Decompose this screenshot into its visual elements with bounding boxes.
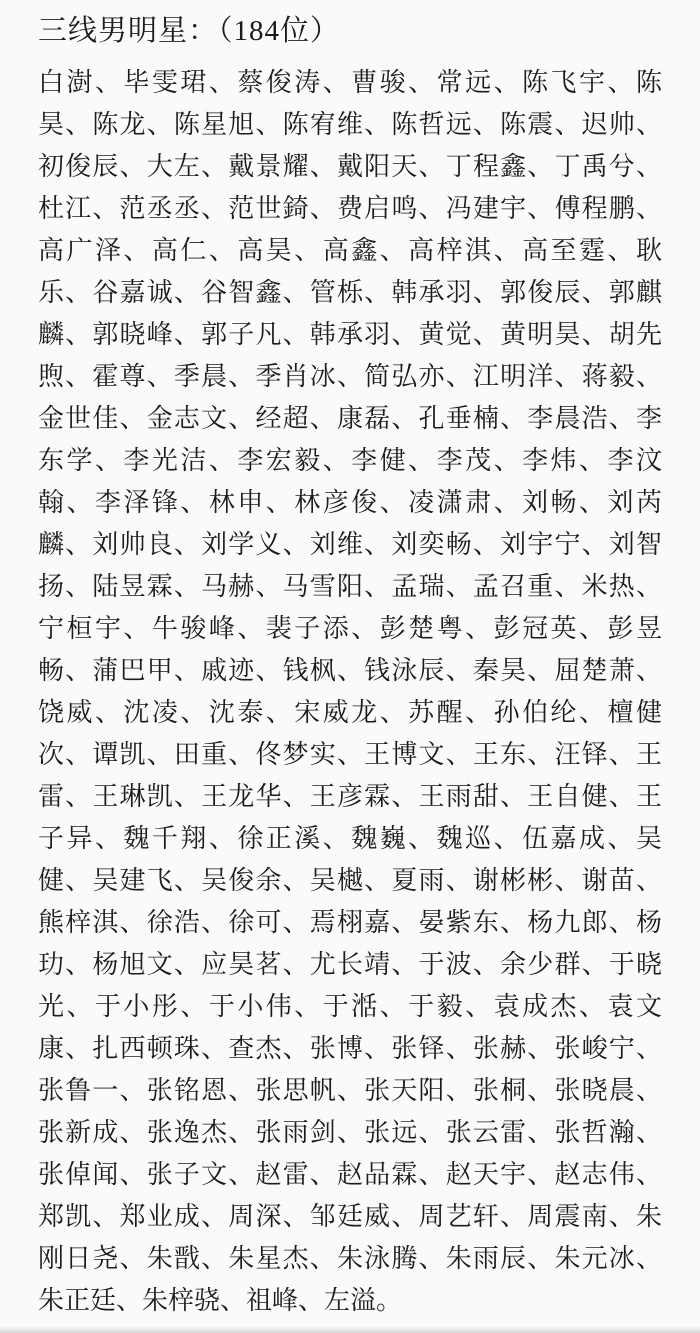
text-line: 乐、谷嘉诚、谷智鑫、管栎、韩承羽、郭俊辰、郭麒: [38, 278, 662, 307]
text-line: 煦、霍尊、季晨、季肖冰、简弘亦、江明洋、蒋毅、: [38, 362, 662, 391]
text-line: 翰、李泽锋、林申、林彦俊、凌潇肃、刘畅、刘芮: [38, 488, 662, 517]
text-line: 昊、陈龙、陈星旭、陈宥维、陈哲远、陈震、迟帅、: [38, 110, 662, 139]
name-list: [38, 62, 662, 1322]
text-line: 高广泽、高仁、高昊、高鑫、高梓淇、高至霆、耿: [38, 236, 662, 265]
text-line: 郑凯、郑业成、周深、邹廷威、周艺轩、周震南、朱: [38, 1202, 662, 1231]
text-line: 光、于小彤、于小伟、于湉、于毅、袁成杰、袁文: [38, 992, 662, 1021]
text-line: 畅、蒲巴甲、戚迹、钱枫、钱泳辰、秦昊、屈楚萧、: [38, 656, 662, 685]
bottom-edge-shadow: [0, 1326, 700, 1333]
text-line: 子异、魏千翔、徐正溪、魏巍、魏巡、伍嘉成、吴: [38, 824, 662, 853]
text-line: 健、吴建飞、吴俊余、吴樾、夏雨、谢彬彬、谢苗、: [38, 866, 662, 895]
text-line: 朱正廷、朱梓骁、祖峰、左溢。: [38, 1286, 403, 1315]
text-line: 麟、郭晓峰、郭子凡、韩承羽、黄觉、黄明昊、胡先: [38, 320, 662, 349]
text-line: 饶威、沈凌、沈泰、宋威龙、苏醒、孙伯纶、檀健: [38, 698, 662, 727]
text-line: 宁桓宇、牛骏峰、裴子添、彭楚粤、彭冠英、彭昱: [38, 614, 662, 643]
text-line: 玏、杨旭文、应昊茗、尤长靖、于波、余少群、于晓: [38, 950, 662, 979]
text-line: 康、扎西顿珠、查杰、张博、张铎、张赫、张峻宁、: [38, 1034, 662, 1063]
text-line: 扬、陆昱霖、马赫、马雪阳、孟瑞、孟召重、米热、: [38, 572, 662, 601]
page-title: 三线男明星：（184位）: [38, 15, 341, 47]
text-line: 张倬闻、张子文、赵雷、赵品霖、赵天宇、赵志伟、: [38, 1160, 662, 1189]
text-line: 金世佳、金志文、经超、康磊、孔垂楠、李晨浩、李: [38, 404, 662, 433]
text-line: 初俊辰、大左、戴景耀、戴阳天、丁程鑫、丁禹兮、: [38, 152, 662, 181]
text-line: 雷、王琳凯、王龙华、王彦霖、王雨甜、王自健、王: [38, 782, 662, 811]
text-line: 麟、刘帅良、刘学义、刘维、刘奕畅、刘宇宁、刘智: [38, 530, 662, 559]
text-line: 张鲁一、张铭恩、张思帆、张天阳、张桐、张晓晨、: [38, 1076, 662, 1105]
text-line: 熊梓淇、徐浩、徐可、焉栩嘉、晏紫东、杨九郎、杨: [38, 908, 662, 937]
text-line: 白澍、毕雯珺、蔡俊涛、曹骏、常远、陈飞宇、陈: [38, 68, 662, 97]
text-line: 刚日尧、朱戬、朱星杰、朱泳腾、朱雨辰、朱元冰、: [38, 1244, 662, 1273]
text-line: 东学、李光洁、李宏毅、李健、李茂、李炜、李汶: [38, 446, 662, 475]
text-line: 次、谭凯、田重、佟梦实、王博文、王东、汪铎、王: [38, 740, 662, 769]
text-line: 杜江、范丞丞、范世錡、费启鸣、冯建宇、傅程鹏、: [38, 194, 662, 223]
text-line: 张新成、张逸杰、张雨剑、张远、张云雷、张哲瀚、: [38, 1118, 662, 1147]
